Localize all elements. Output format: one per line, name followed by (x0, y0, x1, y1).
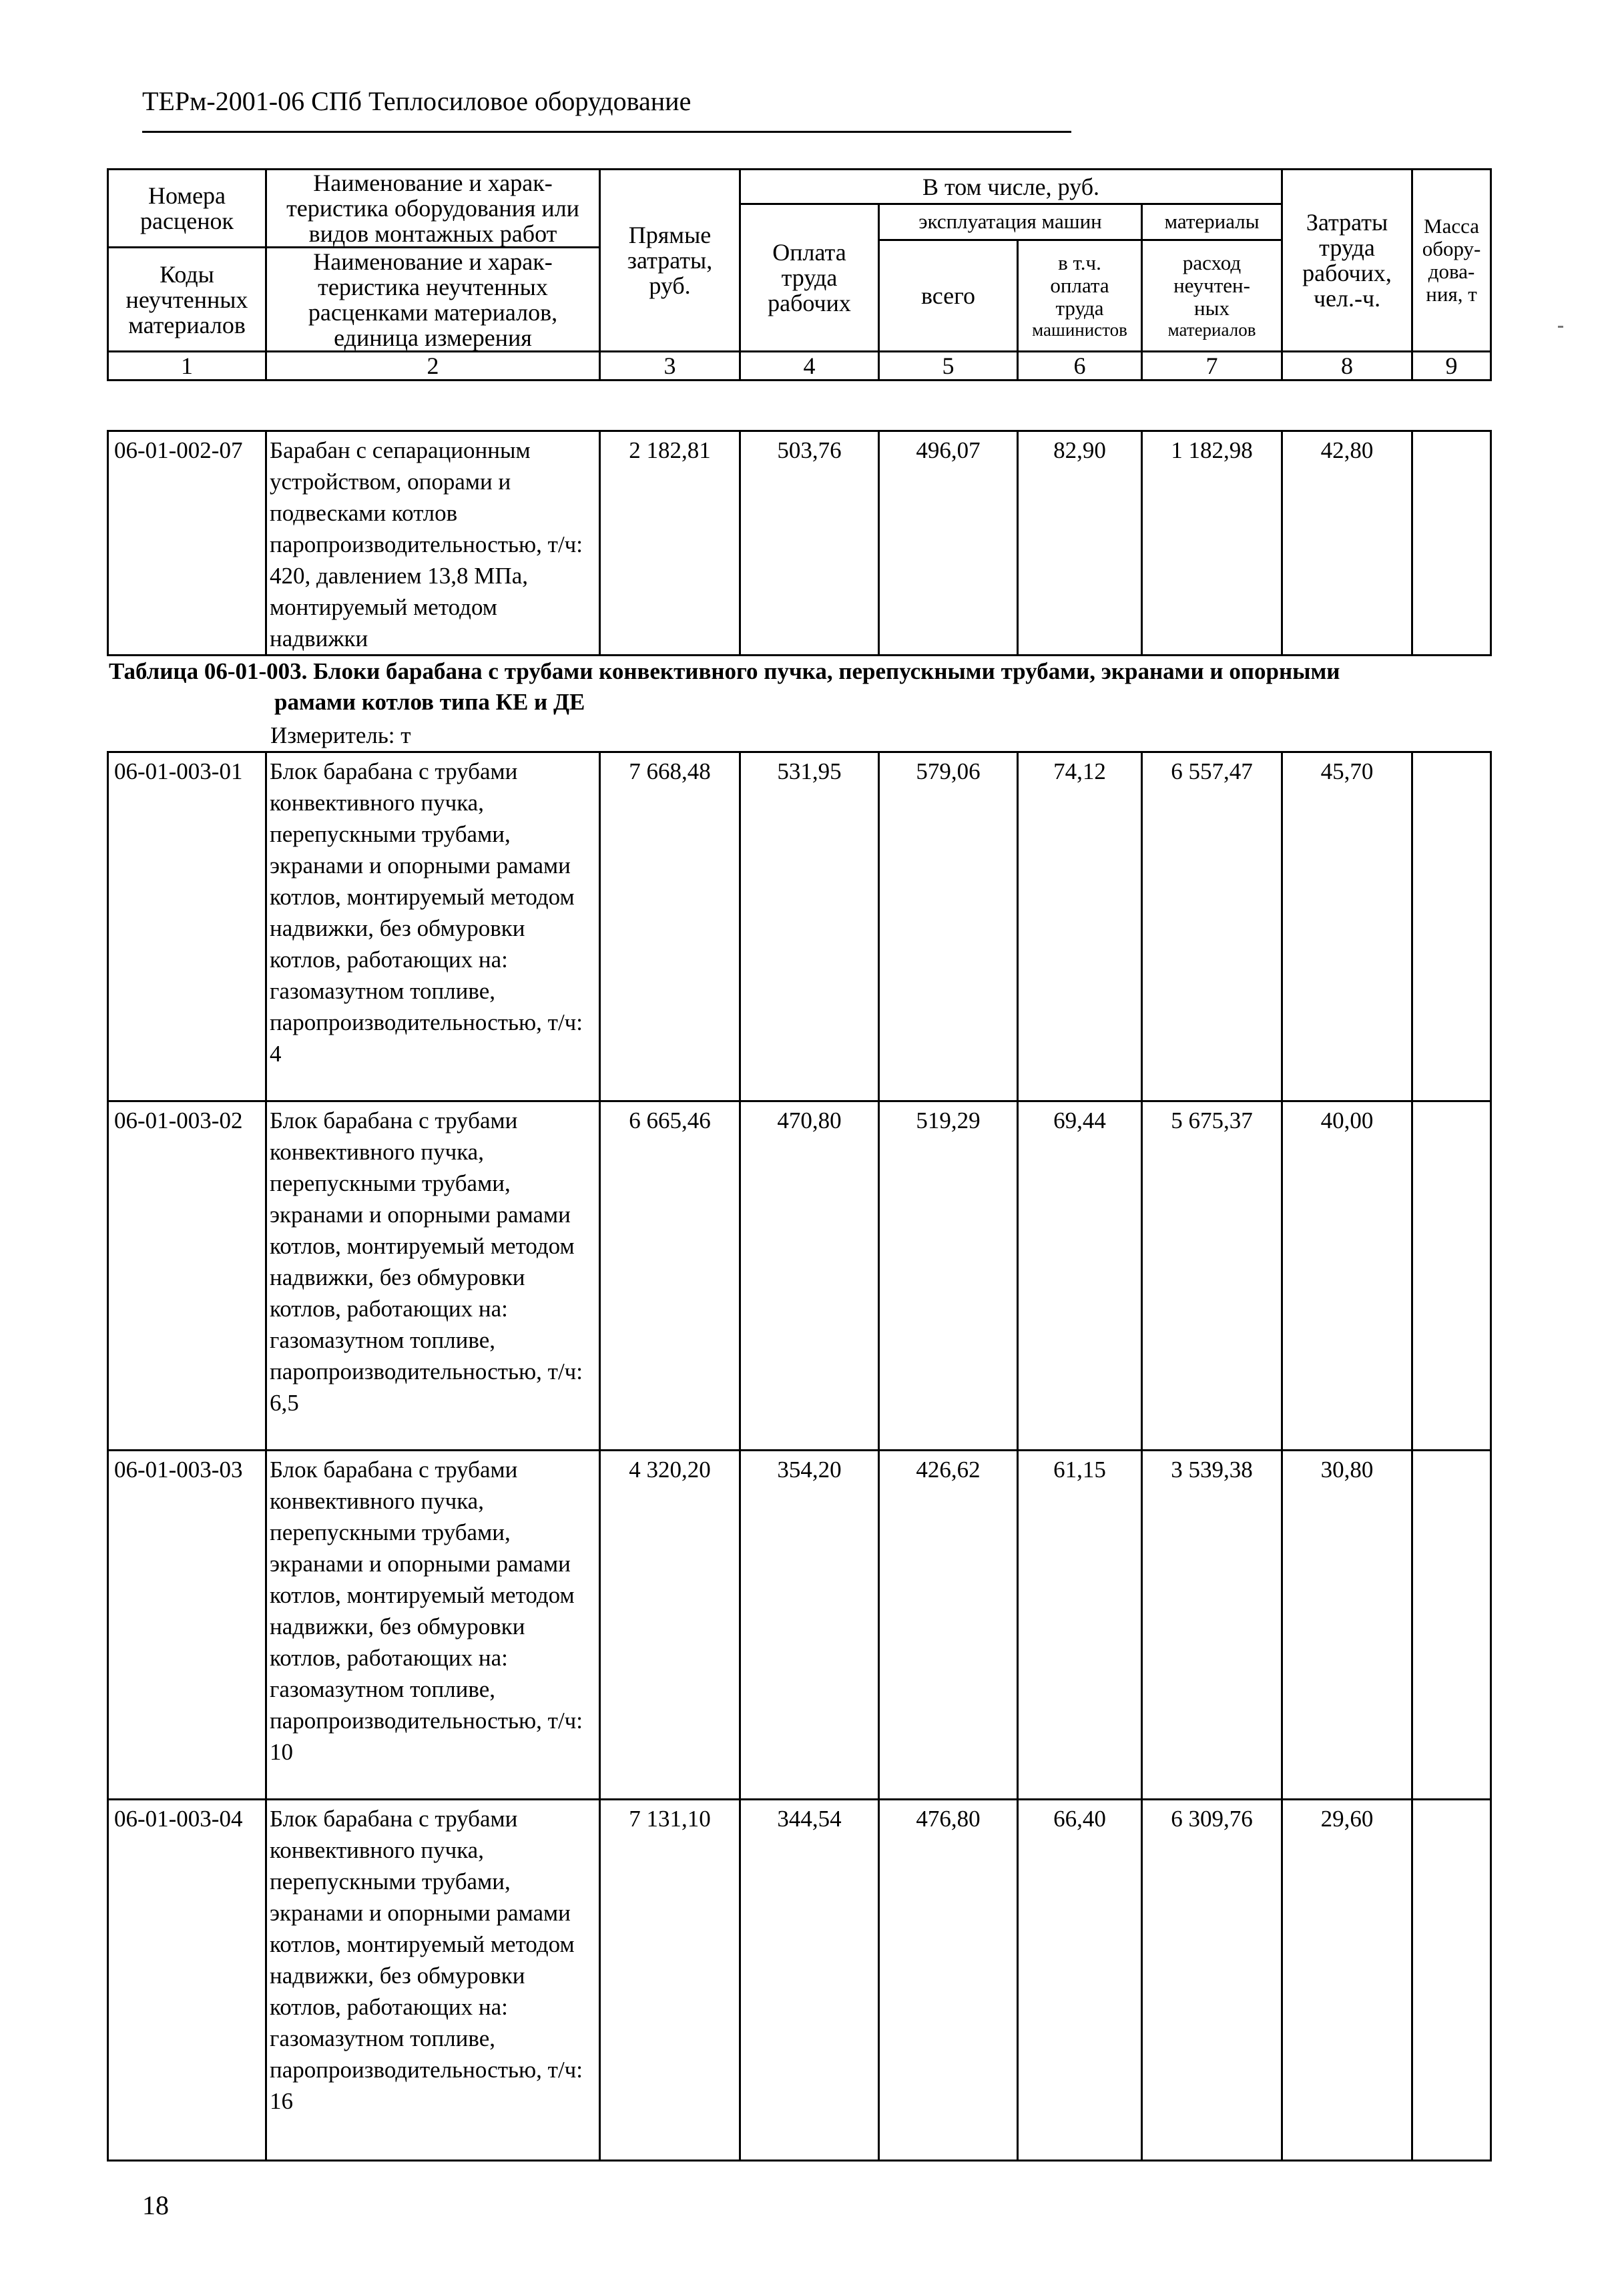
mass-value (1412, 1451, 1491, 1800)
page-title: ТЕРм-2001-06 СПб Теплосиловое оборудование (142, 86, 692, 116)
direct-costs-value: 6 665,46 (600, 1101, 740, 1451)
column-number: 3 (600, 352, 740, 381)
column-number: 8 (1282, 352, 1412, 381)
header-labor-pay: Оплата труда рабочих (740, 204, 879, 352)
scan-artifact (1558, 326, 1563, 328)
column-number: 2 (266, 352, 600, 381)
labor-pay-value: 531,95 (740, 752, 879, 1101)
column-number: 9 (1412, 352, 1491, 381)
column-number: 4 (740, 352, 879, 381)
rate-name: Блок барабана с трубами конвективного пучка, перепускными трубами, экранами и опорными рамами котлов, монтируемый методом надвижки, без обмуровки котлов, работающих на: газомазутном топливе, паропроизводительностью, т/ч: 10 (266, 1451, 600, 1800)
labor-pay-value: 503,76 (740, 431, 879, 656)
materials-value: 5 675,37 (1142, 1101, 1282, 1451)
rate-name: Блок барабана с трубами конвективного пучка, перепускными трубами, экранами и опорными рамами котлов, монтируемый методом надвижки, без обмуровки котлов, работающих на: газомазутном топливе, паропроизводительностью, т/ч: 16 (266, 1800, 600, 2161)
labor-hours-value: 45,70 (1282, 752, 1412, 1101)
unit-of-measure: Измеритель: т (270, 722, 411, 748)
materials-value: 1 182,98 (1142, 431, 1282, 656)
rate-code: 06-01-002-07 (108, 431, 266, 656)
direct-costs-value: 7 668,48 (600, 752, 740, 1101)
table-row (108, 752, 1491, 1101)
rates-table-003 (107, 751, 1492, 2162)
column-number: 5 (879, 352, 1018, 381)
rates-table-002 (107, 430, 1492, 656)
rate-code: 06-01-003-02 (108, 1101, 266, 1451)
mass-value (1412, 752, 1491, 1101)
page-number: 18 (142, 2190, 169, 2220)
direct-costs-value: 7 131,10 (600, 1800, 740, 2161)
labor-hours-value: 29,60 (1282, 1800, 1412, 2161)
labor-pay-value: 354,20 (740, 1451, 879, 1800)
header-including-group: В том числе, руб. (740, 170, 1282, 204)
table-row (108, 1451, 1491, 1800)
header-work-name: Наименование и харак- теристика оборудования или видов монтажных работ (266, 170, 600, 248)
header-materials-group: материалы (1142, 204, 1282, 240)
header-table (107, 168, 1492, 381)
direct-costs-value: 2 182,81 (600, 431, 740, 656)
mass-value (1412, 431, 1491, 656)
header-labor-hours: Затраты труда рабочих, чел.-ч. (1282, 170, 1412, 352)
header-unaccounted-materials: расход неучтен- ных материалов (1142, 240, 1282, 352)
table-row (108, 1101, 1491, 1451)
labor-hours-value: 40,00 (1282, 1101, 1412, 1451)
machinists-pay-value: 82,90 (1018, 431, 1142, 656)
header-equipment-mass: Масса обору- дова- ния, т (1412, 170, 1491, 352)
machines-total-value: 579,06 (879, 752, 1018, 1101)
materials-value: 3 539,38 (1142, 1451, 1282, 1800)
labor-hours-value: 30,80 (1282, 1451, 1412, 1800)
machines-total-value: 476,80 (879, 1800, 1018, 2161)
labor-pay-value: 470,80 (740, 1101, 879, 1451)
rate-name: Блок барабана с трубами конвективного пучка, перепускными трубами, экранами и опорными рамами котлов, монтируемый методом надвижки, без обмуровки котлов, работающих на: газомазутном топливе, паропроизводительностью, т/ч: 6,5 (266, 1101, 600, 1451)
table-row (108, 1800, 1491, 2161)
materials-value: 6 309,76 (1142, 1800, 1282, 2161)
header-material-name: Наименование и харак- теристика неучтенных расценками материалов, единица измерения (266, 248, 600, 352)
rate-name: Барабан с сепарационным устройством, опорами и подвесками котлов паропроизводительностью, т/ч: 420, давлением 13,8 МПа, монтируемый методом надвижки (266, 431, 600, 656)
table-caption: Таблица 06-01-003. Блоки барабана с трубами конвективного пучка, перепускными трубами, экранами и опорными рамами котлов типа КЕ и ДЕ (109, 658, 1340, 715)
header-machines-group: эксплуатация машин (879, 204, 1142, 240)
rate-code: 06-01-003-03 (108, 1451, 266, 1800)
header-machines-total: всего (879, 240, 1018, 352)
column-number: 6 (1018, 352, 1142, 381)
header-direct-costs: Прямые затраты, руб. (600, 170, 740, 352)
mass-value (1412, 1800, 1491, 2161)
rate-code: 06-01-003-04 (108, 1800, 266, 2161)
header-machinists-pay: в т.ч. оплата труда машинистов (1018, 240, 1142, 352)
rate-code: 06-01-003-01 (108, 752, 266, 1101)
table-row (108, 431, 1491, 656)
machines-total-value: 426,62 (879, 1451, 1018, 1800)
labor-hours-value: 42,80 (1282, 431, 1412, 656)
title-divider (142, 131, 1071, 133)
machines-total-value: 496,07 (879, 431, 1018, 656)
labor-pay-value: 344,54 (740, 1800, 879, 2161)
column-number: 1 (108, 352, 266, 381)
header-material-codes: Коды неучтенных материалов (108, 248, 266, 352)
direct-costs-value: 4 320,20 (600, 1451, 740, 1800)
mass-value (1412, 1101, 1491, 1451)
machinists-pay-value: 66,40 (1018, 1800, 1142, 2161)
column-numbers-row (108, 352, 1491, 381)
machinists-pay-value: 61,15 (1018, 1451, 1142, 1800)
column-number: 7 (1142, 352, 1282, 381)
machinists-pay-value: 69,44 (1018, 1101, 1142, 1451)
machinists-pay-value: 74,12 (1018, 752, 1142, 1101)
machines-total-value: 519,29 (879, 1101, 1018, 1451)
rate-name: Блок барабана с трубами конвективного пучка, перепускными трубами, экранами и опорными рамами котлов, монтируемый методом надвижки, без обмуровки котлов, работающих на: газомазутном топливе, паропроизводительностью, т/ч: 4 (266, 752, 600, 1101)
materials-value: 6 557,47 (1142, 752, 1282, 1101)
header-rate-number: Номера расценок (108, 170, 266, 248)
